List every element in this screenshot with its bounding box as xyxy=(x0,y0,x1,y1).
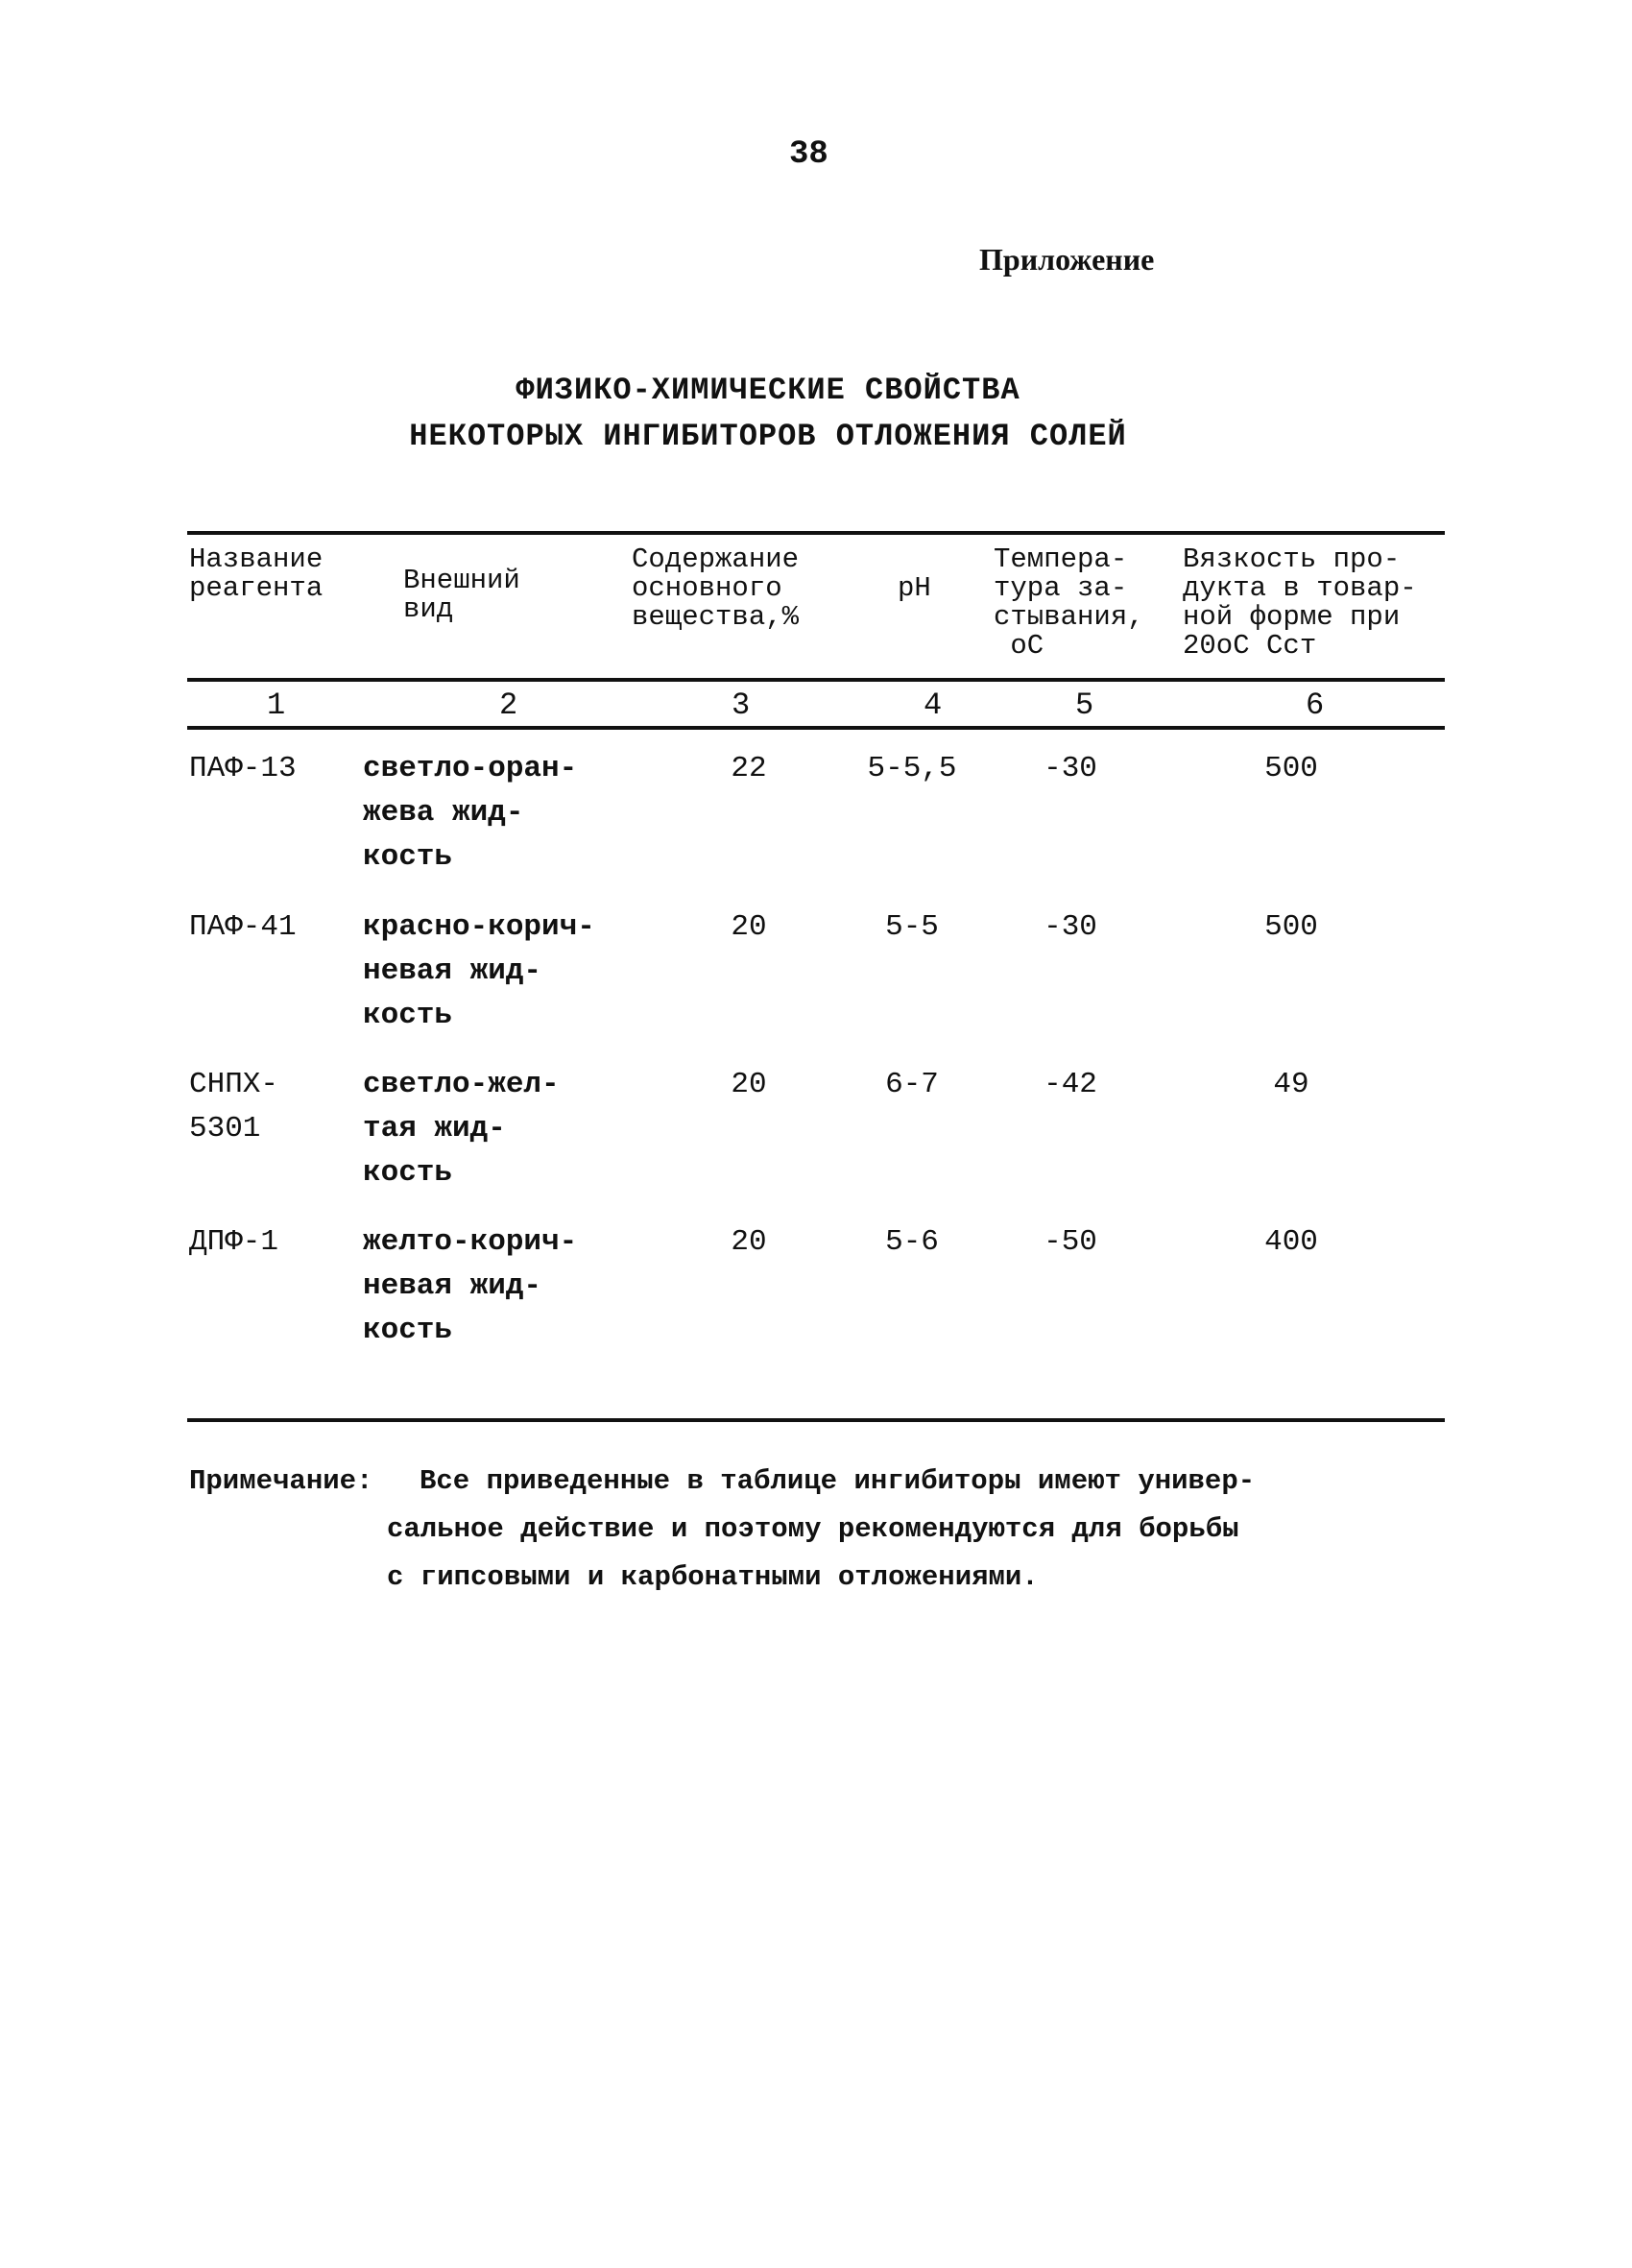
header-viscosity: Вязкость про- дукта в товар- ной форме при 20оС Сст xyxy=(1183,543,1417,662)
cell-temp: -50 xyxy=(1044,1225,1097,1259)
cell-viscosity: 500 xyxy=(1264,910,1318,944)
cell-temp: -30 xyxy=(1044,910,1097,944)
cell-appearance: светло-жел- тая жид- кость xyxy=(363,1068,560,1190)
cell-content: 22 xyxy=(731,752,767,785)
page-number: 38 xyxy=(789,136,828,173)
cell-appearance: желто-корич- невая жид- кость xyxy=(363,1225,578,1347)
col-number-6: 6 xyxy=(1306,688,1325,723)
header-name: Название реагента xyxy=(189,543,324,604)
cell-name: ПАФ-13 xyxy=(189,752,297,785)
header-content: Содержание основного вещества,% xyxy=(632,543,800,633)
cell-ph: 5-5,5 xyxy=(867,752,957,785)
cell-name: СНПХ- 5301 xyxy=(189,1068,279,1146)
header-ph: pH xyxy=(898,572,931,604)
appendix-label: Приложение xyxy=(979,242,1155,277)
col-number-2: 2 xyxy=(499,688,518,723)
cell-temp: -42 xyxy=(1044,1068,1097,1101)
cell-viscosity: 49 xyxy=(1273,1068,1309,1101)
cell-content: 20 xyxy=(731,910,767,944)
title-line-2: НЕКОТОРЫХ ИНГИБИТОРОВ ОТЛОЖЕНИЯ СОЛЕЙ xyxy=(409,419,1127,454)
cell-viscosity: 400 xyxy=(1264,1225,1318,1259)
cell-ph: 5-5 xyxy=(885,910,939,944)
header-rule xyxy=(187,678,1445,682)
cell-name: ПАФ-41 xyxy=(189,910,297,944)
cell-ph: 6-7 xyxy=(885,1068,939,1101)
cell-temp: -30 xyxy=(1044,752,1097,785)
table-top-rule xyxy=(187,531,1445,535)
note-line-2: сальное действие и поэтому рекомендуются для борьбы xyxy=(387,1513,1239,1545)
note-line-3: с гипсовыми и карбонатными отложениями. xyxy=(387,1561,1039,1593)
col-number-4: 4 xyxy=(924,688,943,723)
cell-content: 20 xyxy=(731,1068,767,1101)
cell-appearance: красно-корич- невая жид- кость xyxy=(363,910,595,1032)
table-bottom-rule xyxy=(187,1418,1445,1422)
note-label: Примечание: xyxy=(189,1465,373,1497)
cell-ph: 5-6 xyxy=(885,1225,939,1259)
numbers-rule xyxy=(187,726,1445,730)
cell-viscosity: 500 xyxy=(1264,752,1318,785)
cell-name: ДПФ-1 xyxy=(189,1225,279,1259)
note-line-1: Все приведенные в таблице ингибиторы имеют универ- xyxy=(420,1465,1256,1497)
cell-appearance: светло-оран- жева жид- кость xyxy=(363,752,578,874)
col-number-1: 1 xyxy=(267,688,286,723)
header-temperature: Темпера- тура за- стывания, оС xyxy=(994,543,1144,662)
col-number-5: 5 xyxy=(1075,688,1094,723)
cell-content: 20 xyxy=(731,1225,767,1259)
title-line-1: ФИЗИКО-ХИМИЧЕСКИЕ СВОЙСТВА xyxy=(516,373,1020,408)
col-number-3: 3 xyxy=(732,688,751,723)
header-appearance: Внешний вид xyxy=(403,565,520,625)
